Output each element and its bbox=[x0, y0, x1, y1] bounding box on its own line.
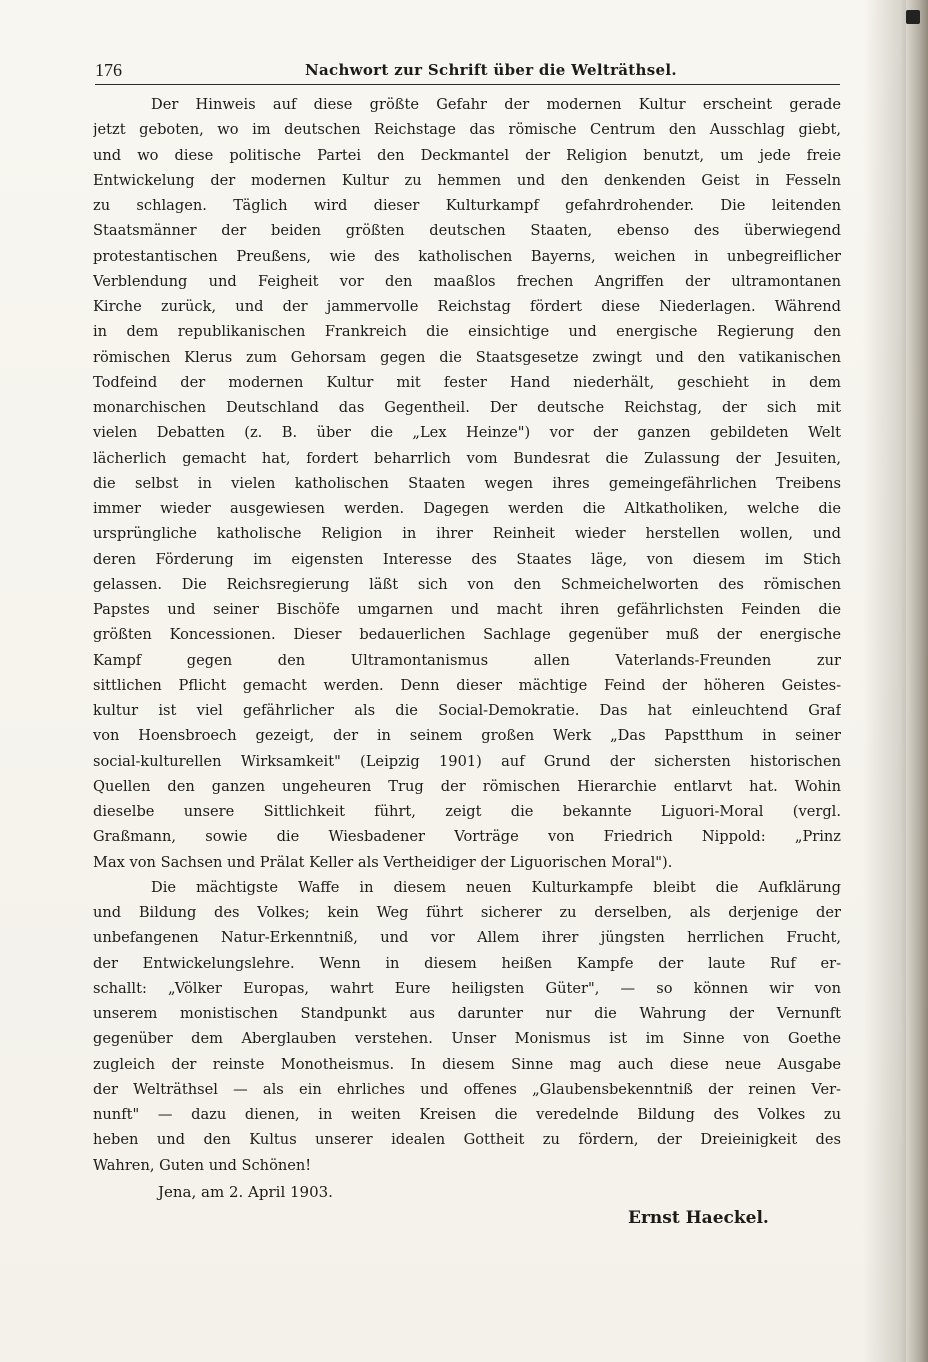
text-line: Kirche zurück, und der jammervolle Reichstag fördert diese Niederlagen. Während bbox=[93, 298, 841, 315]
running-title: Nachwort zur Schrift über die Welträthsel. bbox=[305, 61, 677, 79]
text-line: Entwickelung der modernen Kultur zu hemmen und den denkenden Geist in Fesseln bbox=[93, 171, 841, 189]
text-line: immer wieder ausgewiesen werden. Dagegen werden die Altkatholiken, welche die bbox=[93, 500, 841, 517]
text-line: Staatsmänner der beiden größten deutschen Staaten, ebenso des überwiegend bbox=[93, 222, 841, 240]
text-line: Papstes und seiner Bischöfe umgarnen und macht ihren gefährlichsten Feinden die bbox=[93, 601, 841, 618]
text-line: und Bildung des Volkes; kein Weg führt sicherer zu derselben, als derjenige der bbox=[93, 904, 841, 921]
text-line: dieselbe unsere Sittlichkeit führt, zeigt die bekannte Liguori-Moral (vergl. bbox=[93, 803, 841, 820]
text-line: die selbst in vielen katholischen Staaten wegen ihres gemeingefährlichen Treibens bbox=[93, 474, 841, 492]
text-line: monarchischen Deutschland das Gegentheil. Der deutsche Reichstag, der sich mit bbox=[93, 399, 841, 416]
text-line: römischen Klerus zum Gehorsam gegen die Staatsgesetze zwingt und den vatikanischen bbox=[93, 348, 841, 366]
text-line: heben und den Kultus unserer idealen Gottheit zu fördern, der Dreieinigkeit des bbox=[93, 1131, 841, 1149]
text-line: gegenüber dem Aberglauben verstehen. Unser Monismus ist im Sinne von Goethe bbox=[93, 1030, 841, 1048]
text-line: Die mächtigste Waffe in diesem neuen Kulturkampfe bleibt die Aufklärung bbox=[151, 878, 841, 896]
text-line: zu schlagen. Täglich wird dieser Kulturkampf gefahrdrohender. Die leitenden bbox=[93, 197, 841, 214]
text-line: deren Förderung im eigensten Interesse des Staates läge, von diesem im Stich bbox=[93, 550, 841, 568]
text-line: schallt: „Völker Europas, wahrt Eure heiligsten Güter", — so können wir von bbox=[93, 979, 841, 997]
text-line: unserem monistischen Standpunkt aus darunter nur die Wahrung der Vernunft bbox=[93, 1005, 841, 1022]
text-line: Quellen den ganzen ungeheuren Trug der römischen Hierarchie entlarvt hat. Wohin bbox=[93, 777, 841, 795]
text-line: Der Hinweis auf diese größte Gefahr der modernen Kultur erscheint gerade bbox=[151, 96, 841, 113]
running-head bbox=[95, 60, 840, 85]
text-line: nunft" — dazu dienen, in weiten Kreisen die veredelnde Bildung des Volkes zu bbox=[93, 1106, 841, 1123]
text-line: protestantischen Preußens, wie des katholischen Bayerns, weichen in unbegreiflicher bbox=[93, 247, 841, 265]
page-edge-shadow bbox=[906, 0, 928, 1362]
text-line: Verblendung und Feigheit vor den maaßlos frechen Angriffen der ultramontanen bbox=[93, 272, 841, 290]
text-line: von Hoensbroech gezeigt, der in seinem großen Werk „Das Papstthum in seiner bbox=[93, 727, 841, 745]
signature: Ernst Haeckel. bbox=[628, 1208, 769, 1228]
text-line: ursprüngliche katholische Religion in ihrer Reinheit wieder herstellen wollen, und bbox=[93, 525, 841, 543]
text-line: Max von Sachsen und Prälat Keller als Vertheidiger der Liguorischen Moral"). bbox=[93, 853, 673, 871]
text-line: social-kulturellen Wirksamkeit" (Leipzig 1901) auf Grund der sichersten historischen bbox=[93, 752, 841, 770]
text-line: Wahren, Guten und Schönen! bbox=[93, 1156, 312, 1174]
text-line: kultur ist viel gefährlicher als die Social-Demokratie. Das hat einleuchtend Graf bbox=[93, 702, 841, 719]
text-line: vielen Debatten (z. B. über die „Lex Heinze") vor der ganzen gebildeten Welt bbox=[93, 424, 841, 442]
text-line: lächerlich gemacht hat, fordert beharrlich vom Bundesrat die Zulassung der Jesuiten, bbox=[93, 449, 841, 467]
text-line: zugleich der reinste Monotheismus. In diesem Sinne mag auch diese neue Ausgabe bbox=[93, 1055, 841, 1073]
text-line: gelassen. Die Reichsregierung läßt sich von den Schmeichelworten des römischen bbox=[93, 575, 841, 593]
scan-corner-mark bbox=[906, 10, 920, 24]
text-line: Kampf gegen den Ultramontanismus allen Vaterlands-Freunden zur bbox=[93, 651, 841, 669]
text-line: Todfeind der modernen Kultur mit fester Hand niederhält, geschieht in dem bbox=[93, 373, 841, 391]
text-line: jetzt geboten, wo im deutschen Reichstage das römische Centrum den Ausschlag giebt, bbox=[93, 121, 841, 139]
text-line: der Welträthsel — als ein ehrliches und offenes „Glaubensbekenntniß der reinen Ver- bbox=[93, 1080, 841, 1098]
text-line: größten Koncessionen. Dieser bedauerlichen Sachlage gegenüber muß der energische bbox=[93, 626, 841, 644]
text-line: der Entwickelungslehre. Wenn in diesem heißen Kampfe der laute Ruf er- bbox=[93, 954, 841, 972]
body-text bbox=[93, 92, 841, 1178]
text-line: und wo diese politische Partei den Deckmantel der Religion benutzt, um jede freie bbox=[93, 146, 841, 164]
page-number: 176 bbox=[95, 60, 122, 80]
text-line: Graßmann, sowie die Wiesbadener Vorträge von Friedrich Nippold: „Prinz bbox=[93, 828, 841, 846]
text-line: unbefangenen Natur-Erkenntniß, und vor Allem ihrer jüngsten herrlichen Frucht, bbox=[93, 929, 841, 947]
dateline: Jena, am 2. April 1903. bbox=[158, 1183, 333, 1201]
text-line: sittlichen Pflicht gemacht werden. Denn dieser mächtige Feind der höheren Geistes- bbox=[93, 676, 841, 694]
text-line: in dem republikanischen Frankreich die einsichtige und energische Regierung den bbox=[93, 323, 841, 341]
